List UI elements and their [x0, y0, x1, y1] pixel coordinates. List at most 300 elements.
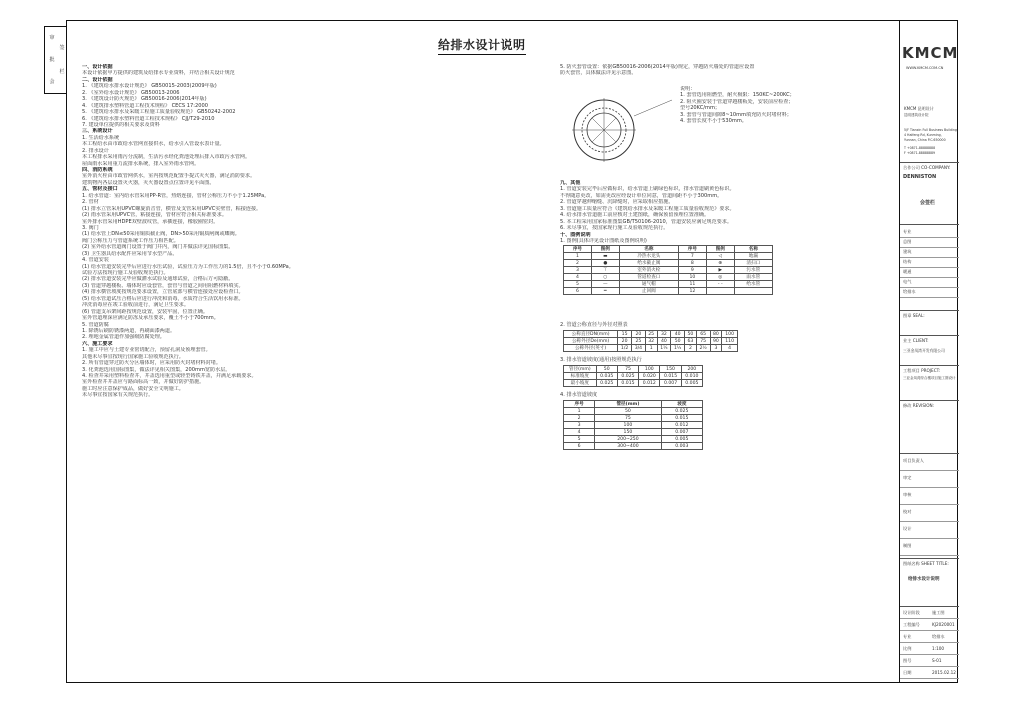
logo-url: WWW.KMCM.COM.CN	[906, 66, 944, 70]
fire-sleeve-diagram	[564, 86, 674, 172]
sign-row-label: 总图	[903, 239, 912, 244]
legend-symbol-icon: ●	[603, 260, 608, 266]
table-cell	[706, 288, 734, 295]
legend-symbol-icon: ○	[603, 274, 608, 280]
table-cell: 3/4	[632, 345, 646, 352]
note-line: 5. 《建筑给水排水及采暖工程施工质量验收规范》 GB50242-2002	[82, 109, 236, 116]
note-line: 6. 未尽事宜，按国家现行施工及验收规范执行。	[560, 225, 669, 232]
note-line: 5. 本工程采用国家标准图集GB/T50106-2010，管道安装应满足规范要求。	[560, 218, 733, 225]
sign-row-label: 暖通	[903, 269, 912, 274]
note-line: 6. 《建筑给水排水塑料管道工程技术规程》 CJJ/T29-2010	[82, 115, 215, 122]
table-row	[564, 338, 738, 345]
table-cell: 2	[564, 415, 595, 422]
table-cell: 4	[564, 274, 592, 281]
table-cell: 50	[685, 331, 697, 338]
sheet-info-section	[900, 606, 959, 683]
note-line: 2. 管材	[82, 199, 99, 206]
table-cell	[706, 281, 734, 288]
table-cell	[591, 267, 619, 274]
info-label: 设计阶段	[903, 610, 920, 615]
table-cell: 0.025	[617, 373, 638, 380]
note-line: 2. 排水设计	[82, 147, 109, 154]
info-value: 施工图	[932, 610, 945, 615]
notes-column-right-top	[560, 64, 890, 77]
revision-label: 修改 REVISION:	[903, 403, 935, 408]
legend-symbol-icon: ▶	[718, 267, 722, 273]
legend-symbol-icon: ═	[603, 288, 607, 294]
table-header-cell: 图例	[591, 246, 619, 253]
table-cell: 25	[632, 338, 646, 345]
table-cell: 给水截止阀	[619, 260, 678, 267]
note-line: 室外排水管采用HDPE双壁波纹管，承插连接，橡胶圈密封。	[82, 218, 219, 225]
table-cell: 管道检查口	[619, 274, 678, 281]
table-row	[564, 373, 703, 380]
pipe-slope-table	[563, 400, 703, 450]
table-header-cell: 图例	[706, 246, 734, 253]
table-cell: 0.010	[681, 373, 702, 380]
strip-char: 审	[49, 35, 55, 41]
table-header-cell: 序号	[678, 246, 706, 253]
note-line: 5. 管道防腐	[82, 321, 109, 328]
strip-char: 批	[49, 57, 55, 63]
legend-symbol-icon: - -	[717, 281, 723, 287]
info-divider	[900, 666, 959, 667]
note-line: (3) 管道穿越楼板、墙体时应设套管，套管与管道之间用阻燃材料填实。	[82, 282, 244, 289]
notes-column-left	[82, 64, 552, 399]
note-line: 1. 除锈后刷防锈漆两道，再刷面漆两道。	[82, 327, 176, 334]
table-cell: 20	[632, 331, 646, 338]
table-cell	[591, 281, 619, 288]
table-cell: 雨水管	[734, 274, 772, 281]
table-cell: 公称外径(英寸)	[564, 345, 618, 352]
pipe-slope-general-table	[563, 365, 703, 387]
table-cell: 5	[564, 281, 592, 288]
table-cell: 2½	[696, 345, 710, 352]
table-cell: 7	[678, 253, 706, 260]
pipe-diameter-table	[563, 330, 738, 352]
sheet-title-label: 图纸名称 SHEET TITLE:	[903, 561, 949, 566]
left-approval-strip	[44, 26, 66, 94]
table-cell: 通气帽	[619, 281, 678, 288]
sign-row-divider	[900, 297, 959, 298]
table-cell: 0.015	[617, 380, 638, 387]
table-cell: 110	[722, 338, 738, 345]
table-cell: 3	[710, 345, 722, 352]
note-line: 1. 给水管道：室内给水管采用PP-R管，热熔连接，管材公称压力不小于1.25MPa。	[82, 192, 270, 199]
table-row	[564, 429, 703, 436]
table-row	[564, 422, 703, 429]
table-cell: 0.007	[661, 429, 702, 436]
note-line: 室外消火栓由市政管网供水，室内按规范配置手提式灭火器，满足消防要求。	[82, 173, 256, 180]
note-line: (1) 给水管道安装完毕后应进行水压试验，试验压力为工作压力的1.5倍，且不小于0.60MPa。	[82, 263, 294, 270]
table-cell: 1½	[671, 345, 685, 352]
note-line: (1) 排水立管采用UPVC螺旋消音管，横管及支管采用UPVC实壁管，粘接连接。	[82, 205, 262, 212]
sign-row-label: 结构	[903, 259, 912, 264]
info-divider	[900, 630, 959, 631]
table-cell: 100	[639, 366, 660, 373]
table-cell: 给水管	[734, 281, 772, 288]
company-logo: KMCM	[902, 44, 959, 62]
address-line: 5/F Tianxin Full Business Building,	[904, 128, 958, 132]
note-line: 阀门公称压力与管道系统工作压力相匹配。	[82, 237, 179, 244]
role-divider	[900, 470, 959, 471]
note-line: (2) 室外给水管道阀门设置于阀门井内，阀门井做法详见国标图集。	[82, 244, 234, 251]
table-cell: 200	[681, 366, 702, 373]
table-cell: 150	[660, 366, 681, 373]
table-cell: 6	[564, 443, 595, 450]
table-row	[564, 380, 703, 387]
table-row	[564, 443, 703, 450]
note-line: 4. 给水排水管道施工前应核对土建图纸，确保预留预埋位置准确。	[560, 212, 710, 219]
table-cell: 冷热水龙头	[619, 253, 678, 260]
info-label: 专业	[903, 634, 912, 639]
note-line: 3. 化粪池选用国标图集，做法详见相关图集，200mm宽防水层。	[82, 366, 231, 373]
table-row	[564, 436, 703, 443]
diagram-notes	[680, 86, 890, 125]
table-cell: 1	[564, 253, 592, 260]
role-label: 制图	[903, 543, 912, 548]
info-divider	[900, 618, 959, 619]
table-cell: 3	[564, 422, 595, 429]
table-cell: 40	[657, 338, 671, 345]
info-divider	[900, 642, 959, 643]
info-label: 图号	[903, 658, 912, 663]
sign-row-label: 专业	[903, 229, 912, 234]
sign-row-divider	[900, 267, 959, 268]
table3-title: 3. 排水管道坡度(通用)按照规范执行	[560, 357, 642, 363]
table-cell: 100	[595, 422, 661, 429]
diagram-note-line: 3. 套管与管道间隙8~10mm填充防火封堵材料；	[680, 111, 792, 118]
note-line: 其他未尽事宜按现行国家施工验收规范执行。	[82, 353, 184, 360]
role-label: 审定	[903, 475, 912, 480]
table-row	[564, 345, 738, 352]
table-cell	[591, 288, 619, 295]
note-line: (6) 管道支吊架间距按规范设置，安装牢固，位置正确。	[82, 308, 208, 315]
info-divider	[900, 654, 959, 655]
role-label: 校对	[903, 509, 912, 514]
table-header-cell: 序号	[564, 246, 592, 253]
table-cell: 0.035	[596, 373, 617, 380]
note-line: 未尽事宜按国家有关规范执行。	[82, 392, 154, 399]
roles-section	[900, 453, 959, 557]
note-line: 2. 《室外给水设计规范》 GB50013-2006	[82, 89, 180, 96]
table-cell: 0.015	[660, 373, 681, 380]
note-line: 3. 管道施工质量应符合《建筑给水排水及采暖工程施工质量验收规范》要求。	[560, 205, 735, 212]
table-cell: 20	[618, 338, 632, 345]
table-header-cell: 坡度	[661, 401, 702, 408]
note-line: 5. 防火套管设置：依据GB50016-2006(2014年版)规定，穿越防火墙处的管道应设置	[560, 64, 755, 70]
seal-label: 图章 SEAL:	[903, 313, 925, 318]
note-line: 试验方法按现行施工及验收规范执行。	[82, 270, 169, 276]
note-line: 1. 施工中应与土建专业密切配合，预留孔洞及预埋套管。	[82, 347, 211, 354]
note-line: (3) 卫生器具给水配件应采用节水型产品。	[82, 250, 178, 257]
table-row	[564, 267, 773, 274]
table-row	[564, 415, 703, 422]
table-cell: 0.020	[639, 373, 660, 380]
table-cell: 0.025	[596, 380, 617, 387]
sign-title: 会签栏	[920, 200, 936, 206]
table-cell: 40	[671, 331, 685, 338]
sign-row-divider	[900, 247, 959, 248]
table-cell: 200~250	[595, 436, 661, 443]
table-cell: 8	[678, 260, 706, 267]
table-cell: 32	[657, 331, 671, 338]
table-cell: 90	[710, 338, 722, 345]
note-line: (1) 给水管上DN≤50采用铜质截止阀，DN>50采用铜质闸阀或蝶阀。	[82, 231, 240, 238]
info-value: KJ2020001	[932, 622, 955, 627]
diagram-note-line: 4. 套管长度不小于530mm。	[680, 118, 747, 125]
role-divider	[900, 521, 959, 522]
company-name: KMCM 昆明设计	[904, 106, 934, 111]
note-line: 三、系统设计	[82, 128, 113, 135]
table-cell: 75	[617, 366, 638, 373]
sign-row-label: 电气	[903, 279, 912, 284]
table-row	[564, 253, 773, 260]
table-cell: 1	[564, 408, 595, 415]
sign-row-divider	[900, 257, 959, 258]
table-row	[564, 281, 773, 288]
note-line: (2) 雨水管采用UPVC管，粘接连接，管材应符合相关标准要求。	[82, 212, 227, 219]
telephone: T +0871-88888888	[904, 146, 936, 150]
table-cell: 11	[678, 281, 706, 288]
table-cell: 3	[564, 267, 592, 274]
note-line: 冲洗消毒应在竣工验收前进行，满足卫生要求。	[82, 302, 189, 309]
note-line: 3. 《建筑设计防火规范》 GB50016-2006(2014年版)	[82, 96, 207, 103]
table-header-cell: 名称	[619, 246, 678, 253]
role-divider	[900, 538, 959, 539]
table-cell: 管径(mm)	[564, 366, 597, 373]
diagram-note-line: 型号20KC/mm；	[680, 105, 721, 112]
note-line: 7. 建设单位提供的相关要求及资料	[82, 121, 160, 128]
note-line: 十、图例说明	[560, 231, 591, 238]
table-cell: 0.005	[681, 380, 702, 387]
note-line: 2. 管道穿越伸缩缝、沉降缝时，应采取相应措施。	[560, 199, 674, 206]
role-divider	[900, 487, 959, 488]
coop-section	[900, 162, 959, 217]
table-cell: 1/2	[618, 345, 632, 352]
note-line: 施工时应注意保护成品，做好安全文明施工。	[82, 385, 184, 392]
table-cell: 100	[722, 331, 738, 338]
info-value: 给排水	[932, 634, 945, 639]
legend-symbol-icon: ◁	[718, 253, 722, 259]
note-line: 四、消防系统	[82, 167, 113, 173]
note-line: 二、设计依据	[82, 76, 113, 83]
table-cell	[706, 253, 734, 260]
table-row	[564, 366, 703, 373]
info-value: S-01	[932, 658, 942, 663]
note-line: 屋面雨水采用重力流排水系统，排入室外雨水管网。	[82, 160, 200, 167]
note-line: 六、施工要求	[82, 340, 113, 347]
table-cell: 25	[645, 331, 657, 338]
table-cell: 150	[595, 429, 661, 436]
note-line: 1. 《建筑给水排水设计规范》 GB50015-2003(2009年版)	[82, 83, 217, 90]
note-line: 室外检查井井盖应与路面标高一致，并做好防护措施。	[82, 379, 205, 386]
table-cell: 65	[696, 331, 710, 338]
table-cell: 32	[645, 338, 657, 345]
diagram-note-line: 2. 阻火圈安装于管道穿越楼板处，安装前应检查；	[680, 98, 794, 105]
revision-section	[900, 400, 959, 448]
info-divider	[900, 678, 959, 679]
table-cell: 15	[618, 331, 632, 338]
coop-name: DENNISTON	[903, 174, 937, 180]
table-cell: 5	[564, 436, 595, 443]
table-cell: 50	[596, 366, 617, 373]
table-header-row	[564, 246, 773, 253]
role-label: 项目负责人	[903, 458, 924, 463]
table-header-cell: 序号	[564, 401, 595, 408]
project-label: 工程项目 PROJECT:	[903, 368, 941, 373]
table-cell: 标准坡度	[564, 373, 597, 380]
table-row	[564, 274, 773, 281]
table-cell: 0.015	[661, 415, 702, 422]
legend-symbol-icon: —	[602, 281, 608, 287]
address-line: Yunnan, China P.C.650000	[904, 138, 946, 142]
info-label: 比例	[903, 646, 912, 651]
legend-symbol-icon: ◎	[718, 274, 723, 280]
note-line: 2. 所有管道穿过防火分区墙体时，应采用防火封堵材料封堵。	[82, 360, 221, 367]
note-line: 五、管材及接口	[82, 186, 118, 193]
table-cell: 0.007	[660, 380, 681, 387]
note-line: 室外管道埋深应满足防冻及承压要求，覆土不小于700mm。	[82, 315, 219, 322]
table-cell: 75	[595, 415, 661, 422]
note-line: 本设计依据甲方提供的建筑及给排水专业资料，并结合相关设计规范	[82, 70, 235, 77]
note-line: 1. 图例(具体详见设计图纸及图例说明)	[560, 237, 647, 244]
table-cell: 0.012	[639, 380, 660, 387]
note-line: (5) 给水管道试压合格后应进行冲洗和消毒，水质符合生活饮用水标准。	[82, 295, 244, 302]
table-cell: 6	[564, 288, 592, 295]
table-cell: 1	[645, 345, 657, 352]
note-line: 九、其他	[560, 180, 581, 186]
table-cell: 10	[678, 274, 706, 281]
fax: F +0871-88888889	[904, 151, 936, 155]
table-cell: 0.012	[661, 422, 702, 429]
role-divider	[900, 555, 959, 556]
note-line: 不得随意更改，如需更改应经设计单位同意，管道间距不小于300mm。	[560, 192, 723, 199]
table-cell: 0.005	[661, 436, 702, 443]
table-cell: 室外消火栓	[619, 267, 678, 274]
client-label: 业主 CLIENT:	[903, 338, 929, 343]
table-header-cell: 名称	[734, 246, 772, 253]
note-line: 2. 埋地金属管道作加强级防腐处理。	[82, 334, 165, 341]
table-cell	[591, 260, 619, 267]
sheet-title-section	[900, 558, 959, 606]
note-line: 4. 管道安装	[82, 257, 109, 264]
role-label: 设计	[903, 526, 912, 531]
note-line: 防火套管，具体做法详见示意图。	[560, 70, 637, 77]
table-cell: 300~400	[595, 443, 661, 450]
note-line: 本工程给水由市政给水管网直接供水，给水引入管设水表计量。	[82, 141, 225, 148]
info-value: 1:100	[932, 646, 945, 651]
coop-label: 合作公司 CO-COMPANY:	[903, 165, 951, 170]
table-cell: 75	[696, 338, 710, 345]
table2-title: 2. 管道公称直径与外径对照表	[560, 322, 628, 328]
page-title: 给排水设计说明	[438, 36, 526, 55]
table-cell	[706, 260, 734, 267]
client-name: 三亚金凤湾开发有限公司	[903, 348, 945, 353]
table-cell: 4	[722, 345, 738, 352]
table-cell: 清扫口	[734, 260, 772, 267]
table-cell	[706, 267, 734, 274]
table4-title: 4. 排水管道坡度	[560, 392, 598, 398]
table-row	[564, 331, 738, 338]
role-label: 审核	[903, 492, 912, 497]
notes-column-right-bottom	[560, 180, 890, 244]
table-cell: 公称外径De(mm)	[564, 338, 618, 345]
note-line: 1. 生活给水系统	[82, 134, 120, 141]
leader-line	[634, 100, 672, 116]
table-cell: 80	[710, 331, 722, 338]
note-line: 3. 阀门	[82, 224, 99, 231]
table-cell: 4	[564, 429, 595, 436]
sign-row-label: 给排水	[903, 289, 916, 294]
table-cell	[591, 253, 619, 260]
table-cell: 50	[595, 408, 661, 415]
table-cell: 50	[671, 338, 685, 345]
table-row	[564, 288, 773, 295]
note-line: 本工程排水采用雨污分流制，生活污水经化粪池处理后排入市政污水管网。	[82, 154, 251, 161]
info-value: 2015.02.12	[932, 670, 956, 675]
sign-row-divider	[900, 277, 959, 278]
legend-symbol-icon: ⊕	[718, 260, 723, 266]
note-line: 1. 管道安装完毕后应做标识，给水管道上刷绿色标识，排水管道刷黄色标识。	[560, 186, 735, 193]
role-divider	[900, 504, 959, 505]
table-cell: 公称直径DN(mm)	[564, 331, 618, 338]
note-line: 建筑物内各层设置灭火器，灭火器设置点位置详见平面图。	[82, 179, 215, 186]
table-cell: 1¼	[657, 345, 671, 352]
legend-symbol-icon: ▬	[603, 253, 608, 259]
table-cell: 地漏	[734, 253, 772, 260]
diagram-note-line: 1. 套管选用阻燃型，耐火极限：150KC~200KC；	[680, 92, 795, 99]
note-line: 4. 《建筑排水塑料管道工程技术规程》 CECS 17:2000	[82, 102, 208, 109]
table-row	[564, 260, 773, 267]
note-line: (2) 排水管道安装完毕应做灌水试验及通球试验，合格后方可隐蔽。	[82, 276, 234, 283]
sign-row-label: 建筑	[903, 249, 912, 254]
note-line: 一、设计依据	[82, 64, 113, 70]
sign-row-divider	[900, 237, 959, 238]
strip-char: 栏	[59, 69, 65, 75]
sheet-title: 给排水设计说明	[908, 577, 940, 582]
sign-row-divider	[900, 287, 959, 288]
table-cell	[734, 288, 772, 295]
info-label: 日期	[903, 670, 912, 675]
diagram-note-line: 说明：	[680, 86, 696, 92]
table-header-row	[564, 401, 703, 408]
table-cell	[591, 274, 619, 281]
note-line: (4) 排水横管坡度按规范要求设置，立管底部与横管连接处应设检查口。	[82, 289, 244, 296]
table-cell: 63	[685, 338, 697, 345]
table-cell: 污水管	[734, 267, 772, 274]
legend-symbol-icon: ⊤	[603, 267, 608, 273]
strip-char: 签	[59, 45, 65, 51]
address-line: 4 Haifeng Rd, Kunming,	[904, 133, 942, 137]
company-cn: 昆明建筑设计院	[904, 113, 929, 117]
info-label: 工程编号	[903, 622, 920, 627]
table-cell: 0.003	[661, 443, 702, 450]
table-cell: 0.025	[661, 408, 702, 415]
table-cell: 12	[678, 288, 706, 295]
strip-char: 会	[49, 79, 55, 85]
table-cell: 9	[678, 267, 706, 274]
sign-table	[900, 224, 959, 304]
table-row	[564, 408, 703, 415]
title-block	[899, 20, 958, 683]
note-line: 4. 检查井采用塑料检查井，井盖选用重型或轻型铸铁井盖，并满足承载要求。	[82, 373, 257, 379]
table-header-cell: 管径(mm)	[595, 401, 661, 408]
table-cell	[706, 274, 734, 281]
table-cell: 2	[564, 260, 592, 267]
table-cell: 最小坡度	[564, 380, 597, 387]
legend-table	[563, 245, 773, 295]
